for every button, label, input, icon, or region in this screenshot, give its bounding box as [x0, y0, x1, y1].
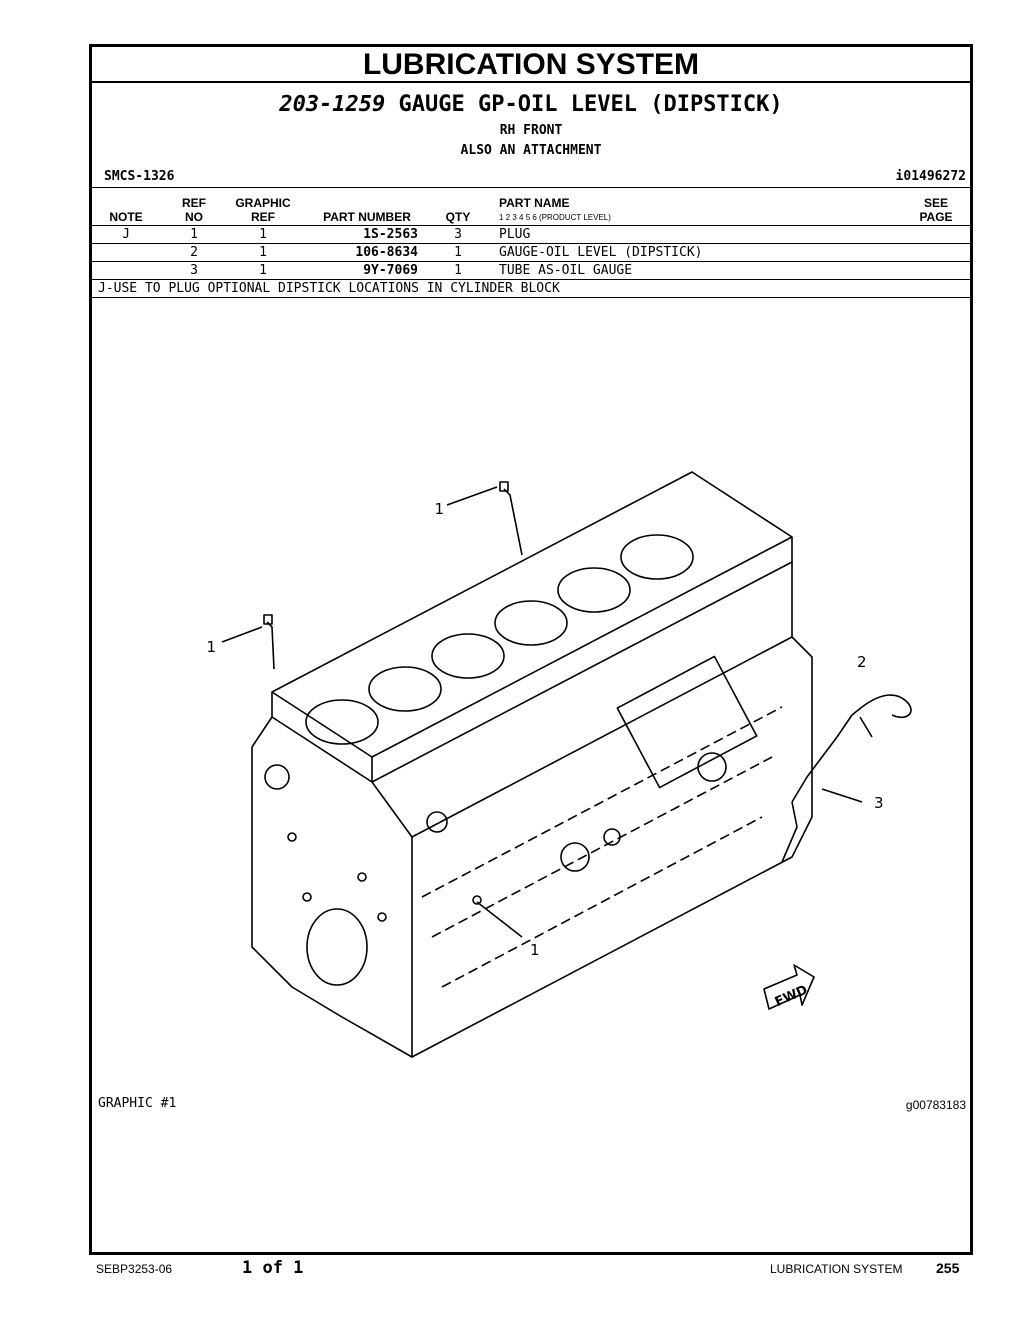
row-1-ref: 1 — [190, 227, 198, 242]
col-see-page-1: SEE — [923, 196, 948, 210]
part-heading — [92, 92, 970, 117]
row-1-note: J — [122, 227, 130, 242]
row-1-qty: 3 — [454, 227, 462, 242]
product-level-scale: 1 2 3 4 5 6 (PRODUCT LEVEL) — [499, 213, 611, 222]
page-frame — [89, 44, 973, 1255]
col-graphic-ref-1: GRAPHIC — [235, 196, 291, 210]
row-3-qty: 1 — [454, 263, 462, 278]
row-2-ref: 2 — [190, 245, 198, 260]
page-title: LUBRICATION SYSTEM — [92, 47, 970, 83]
col-part-name: PART NAME — [499, 196, 570, 210]
document-ident: i01496272 — [895, 169, 966, 184]
row-3-graphic: 1 — [259, 263, 267, 278]
footer-section: LUBRICATION SYSTEM — [770, 1262, 903, 1276]
callout-1-left: 1 — [206, 638, 216, 656]
graphic-label: GRAPHIC #1 — [98, 1096, 177, 1111]
col-ref-no-1: REF — [182, 196, 206, 210]
footer-doc-number: SEBP3253-06 — [96, 1262, 173, 1276]
divider — [92, 187, 970, 188]
footer-page-number: 255 — [936, 1260, 960, 1276]
row-1-part-number: 1S-2563 — [363, 227, 418, 242]
col-note: NOTE — [109, 210, 143, 224]
callout-2: 2 — [857, 653, 867, 671]
row-3-name: TUBE AS-OIL GAUGE — [499, 263, 633, 278]
header-line-rh-front: RH FRONT — [499, 123, 563, 138]
col-qty: QTY — [445, 210, 471, 224]
group-part-description: GAUGE GP-OIL LEVEL (DIPSTICK) — [398, 92, 783, 117]
divider — [92, 225, 970, 226]
divider — [92, 279, 970, 280]
col-graphic-ref-2: REF — [251, 210, 275, 224]
row-3-part-number: 9Y-7069 — [363, 263, 418, 278]
row-1-graphic: 1 — [259, 227, 267, 242]
header-line-attachment: ALSO AN ATTACHMENT — [460, 143, 602, 158]
divider — [92, 243, 970, 244]
callout-1-top: 1 — [434, 500, 444, 518]
footer-page-of: 1 of 1 — [242, 1258, 304, 1278]
row-3-ref: 3 — [190, 263, 198, 278]
row-2-graphic: 1 — [259, 245, 267, 260]
row-2-part-number: 106-8634 — [355, 245, 418, 260]
col-part-number: PART NUMBER — [323, 210, 411, 224]
row-1-name: PLUG — [499, 227, 531, 242]
engine-block-illustration — [92, 297, 970, 1157]
divider — [92, 261, 970, 262]
footnote: J-USE TO PLUG OPTIONAL DIPSTICK LOCATIONS IN CYLINDER BLOCK — [98, 281, 560, 296]
graphic-id: g00783183 — [905, 1098, 966, 1112]
col-ref-no-2: NO — [185, 210, 203, 224]
col-see-page-2: PAGE — [919, 210, 953, 224]
callout-1-bottom: 1 — [530, 941, 540, 959]
row-2-qty: 1 — [454, 245, 462, 260]
callout-3: 3 — [874, 794, 884, 812]
smcs-code: SMCS-1326 — [104, 169, 175, 184]
row-2-name: GAUGE-OIL LEVEL (DIPSTICK) — [499, 245, 703, 260]
group-part-number: 203-1259 — [279, 92, 386, 117]
fwd-label: FWD — [772, 982, 811, 1011]
